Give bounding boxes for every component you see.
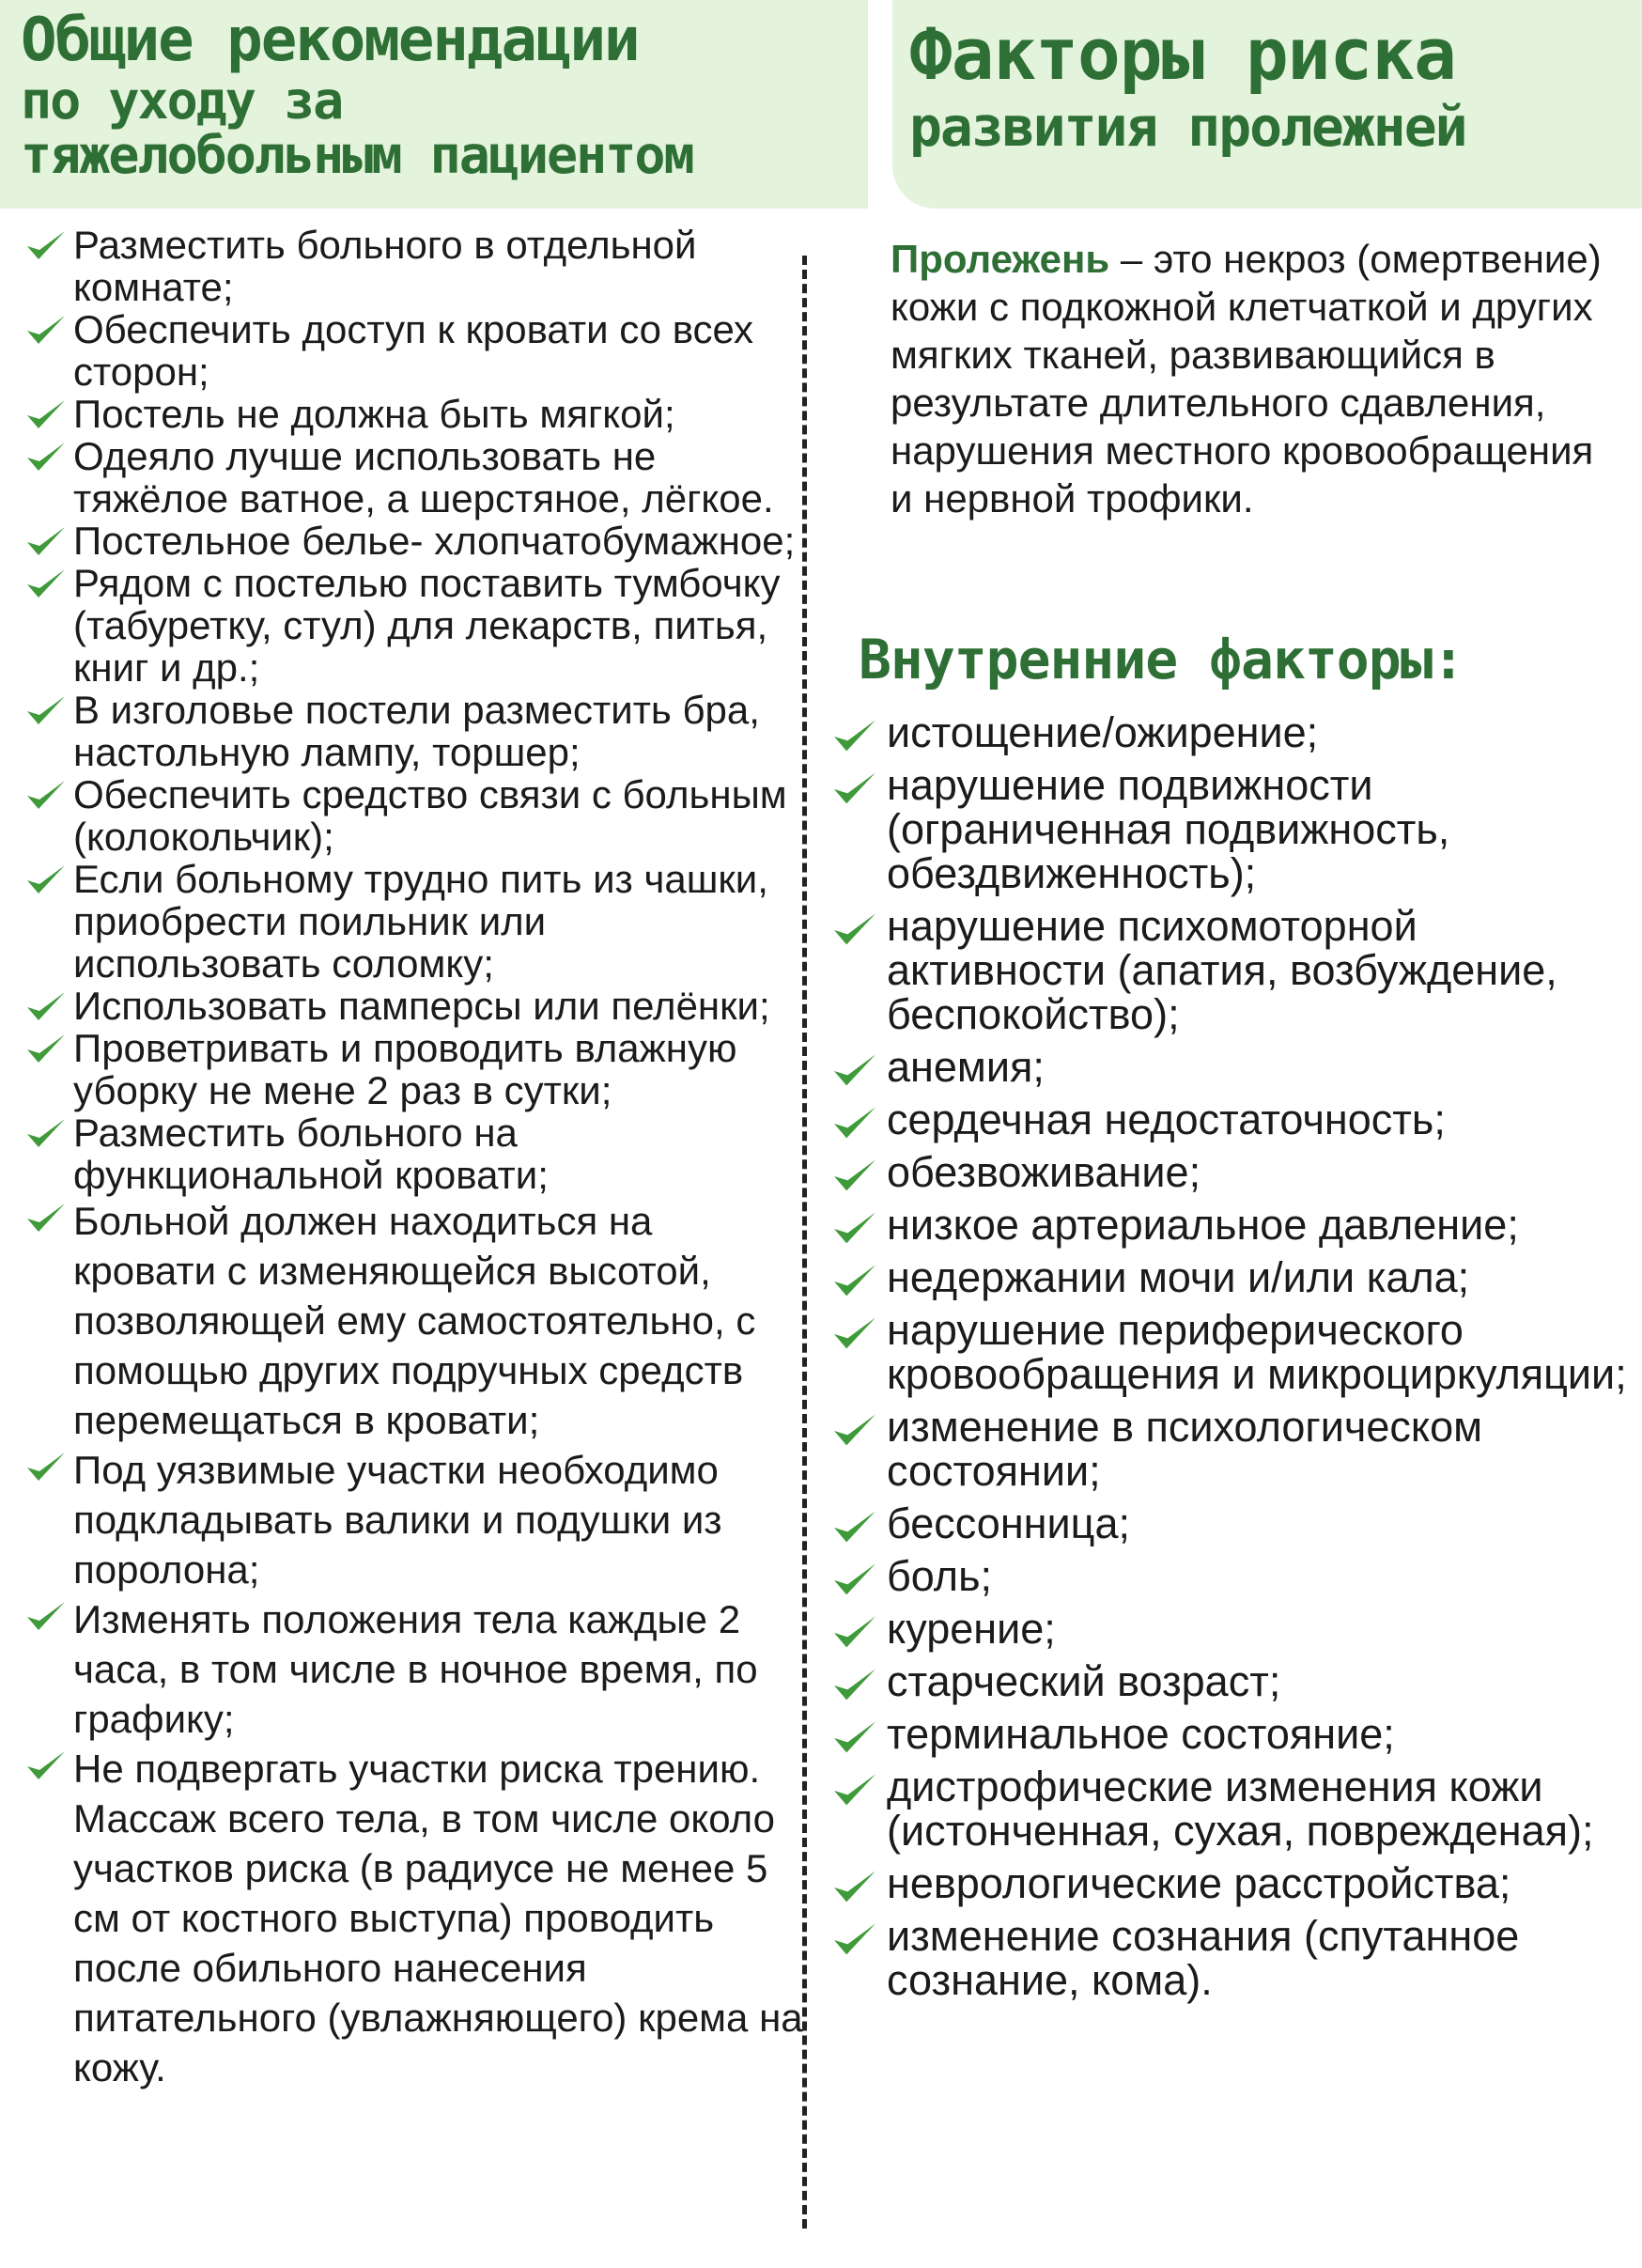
care-recommendations-list	[24, 224, 804, 2092]
list-item: изменение в психологическом состоянии;	[829, 1405, 1627, 1493]
list-item: В изголовье постели разместить бра, настольную лампу, торшер;	[24, 689, 804, 773]
check-icon	[24, 988, 68, 1026]
definition-text: – это некроз (омертвение) кожи с подкожной клетчаткой и других мягких тканей, развивающийся в результате длительного сдавления, нарушения местного кровообращения и нервной трофики.	[891, 237, 1602, 520]
check-icon	[24, 1115, 68, 1153]
list-item: Постель не должна быть мягкой;	[24, 393, 804, 435]
check-icon	[24, 523, 68, 561]
list-item: старческий возраст;	[829, 1659, 1627, 1703]
list-item: низкое артериальное давление;	[829, 1203, 1627, 1247]
list-item: Разместить больного в отдельной комнате;	[24, 224, 804, 308]
check-icon	[830, 1261, 879, 1302]
list-item: изменение сознания (спутанное сознание, кома).	[829, 1914, 1627, 2002]
check-icon	[24, 777, 68, 815]
check-icon	[24, 862, 68, 899]
list-item: дистрофические изменения кожи (истонченная, сухая, поврежденая);	[829, 1764, 1627, 1853]
check-icon	[24, 566, 68, 603]
list-item: курение;	[829, 1607, 1627, 1651]
check-icon	[24, 439, 68, 476]
list-item: обезвоживание;	[829, 1150, 1627, 1194]
definition-term: Пролежень	[891, 237, 1110, 281]
risk-header-line1: Факторы риска	[909, 12, 1456, 96]
list-item: Изменять положения тела каждые 2 часа, в том числе в ночное время, по графику;	[24, 1594, 804, 1744]
care-header-line2: по уходу за	[21, 70, 343, 131]
check-icon	[24, 227, 68, 265]
list-item: сердечная недостаточность;	[829, 1097, 1627, 1142]
list-item: недержании мочи и/или кала;	[829, 1255, 1627, 1299]
list-item: Если больному трудно пить из чашки, приобрести поильник или использовать соломку;	[24, 858, 804, 985]
bedsore-definition	[891, 235, 1604, 522]
list-item: истощение/ожирение;	[829, 710, 1627, 754]
internal-factors-title: Внутренние факторы:	[859, 628, 1464, 691]
list-item: бессонница;	[829, 1501, 1627, 1546]
check-icon	[830, 1050, 879, 1092]
list-item: нарушение психомоторной активности (апатия, возбуждение, беспокойство);	[829, 904, 1627, 1036]
list-item: Обеспечить средство связи с больным (колокольчик);	[24, 773, 804, 858]
list-item: Проветривать и проводить влажную уборку не мене 2 раз в сутки;	[24, 1027, 804, 1111]
check-icon	[830, 1156, 879, 1197]
list-item: боль;	[829, 1554, 1627, 1598]
check-icon	[830, 1770, 879, 1811]
check-icon	[830, 1507, 879, 1548]
check-icon	[830, 769, 879, 810]
list-item: Одеяло лучше использовать не тяжёлое ватное, а шерстяное, лёгкое.	[24, 435, 804, 520]
check-icon	[830, 1560, 879, 1601]
list-item: Не подвергать участки риска трению. Массаж всего тела, в том числе около участков риска (в радиусе не менее 5 см от костного выступа) проводить после обильного нанесения питательного (увлажняющего) крема на кожу.	[24, 1744, 804, 2092]
list-item: нарушение подвижности (ограниченная подвижность, обездвиженность);	[829, 763, 1627, 895]
list-item: Под уязвимые участки необходимо подкладывать валики и подушки из поролона;	[24, 1445, 804, 1594]
check-icon	[830, 1410, 879, 1452]
list-item: Рядом с постелью поставить тумбочку (табуретку, стул) для лекарств, питья, книг и др.;	[24, 562, 804, 689]
check-icon	[830, 1103, 879, 1144]
check-icon	[24, 1598, 68, 1636]
check-icon	[24, 1200, 68, 1237]
check-icon	[24, 1449, 68, 1486]
care-recommendations-header	[0, 0, 868, 209]
risk-header-line2: развития пролежней	[909, 95, 1466, 159]
check-icon	[830, 909, 879, 951]
risk-factors-header	[892, 0, 1642, 209]
list-item: Обеспечить доступ к кровати со всех сторон;	[24, 308, 804, 393]
check-icon	[24, 1748, 68, 1785]
check-icon	[830, 1612, 879, 1654]
check-icon	[24, 312, 68, 350]
check-icon	[830, 1313, 879, 1355]
check-icon	[830, 716, 879, 757]
check-icon	[830, 1867, 879, 1908]
check-icon	[830, 1919, 879, 1961]
list-item: терминальное состояние;	[829, 1712, 1627, 1756]
check-icon	[830, 1717, 879, 1759]
care-header-line3: тяжелобольным пациентом	[21, 125, 693, 185]
list-item: Разместить больного на функциональной кровати;	[24, 1111, 804, 1196]
list-item: анемия;	[829, 1045, 1627, 1089]
list-item: неврологические расстройства;	[829, 1861, 1627, 1905]
list-item: Использовать памперсы или пелёнки;	[24, 985, 804, 1027]
check-icon	[24, 396, 68, 434]
check-icon	[24, 1031, 68, 1068]
list-item: нарушение периферического кровообращения и микроциркуляции;	[829, 1308, 1627, 1396]
list-item: Больной должен находиться на кровати с изменяющейся высотой, позволяющей ему самостоятельно, с помощью других подручных средств перемещаться в кровати;	[24, 1196, 804, 1445]
check-icon	[830, 1665, 879, 1706]
internal-factors-list	[829, 710, 1627, 2011]
care-header-line1: Общие рекомендации	[21, 6, 639, 75]
list-item: Постельное белье- хлопчатобумажное;	[24, 520, 804, 562]
check-icon	[830, 1208, 879, 1250]
check-icon	[24, 692, 68, 730]
